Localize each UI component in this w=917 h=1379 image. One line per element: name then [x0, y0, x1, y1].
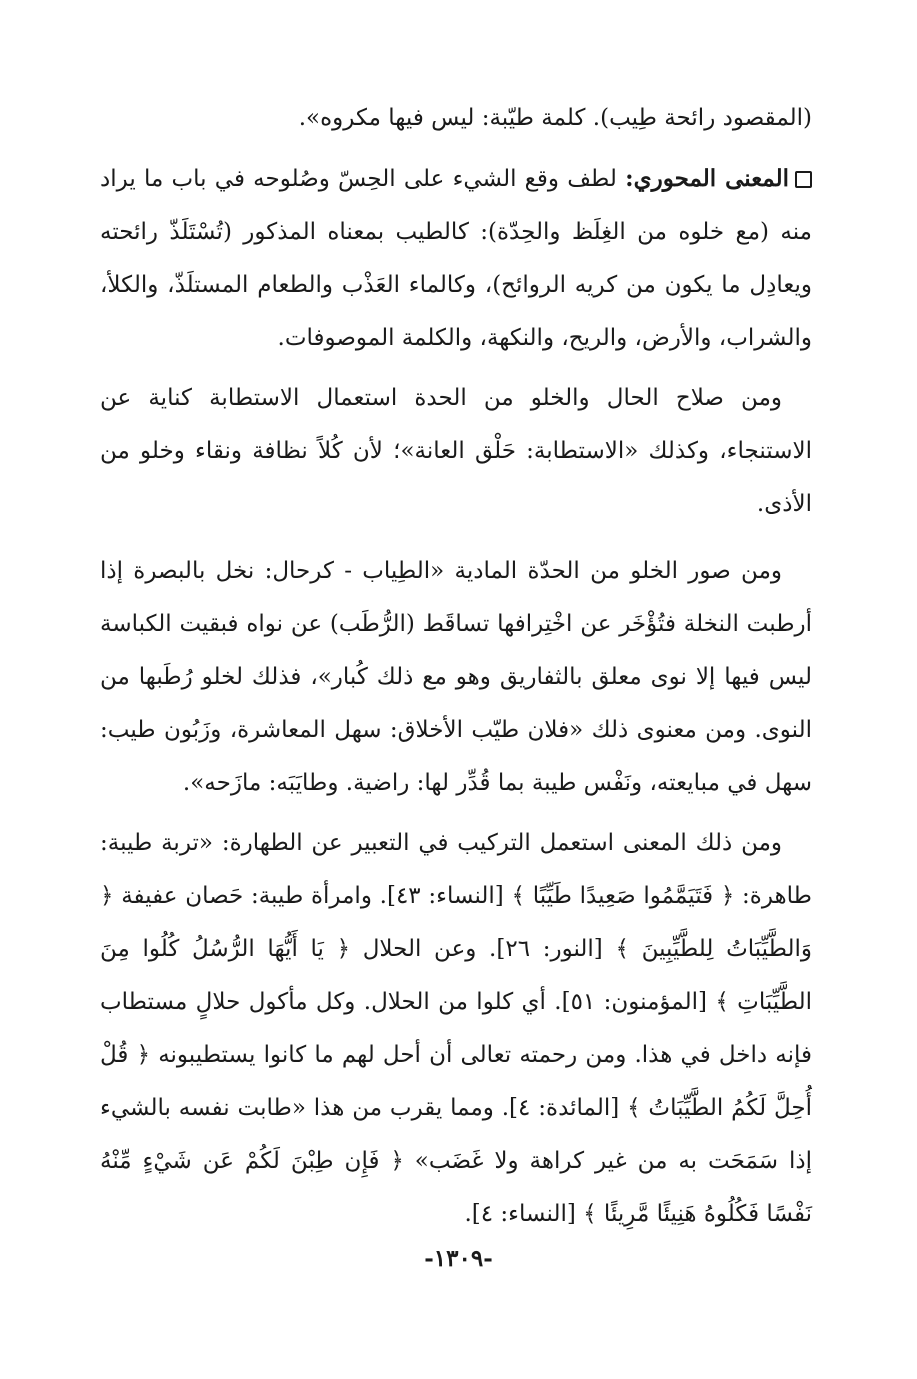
- page-body: [100, 92, 812, 1241]
- core-meaning-text: لطف وقع الشيء على الحِسّ وصُلوحه في باب ما يراد منه (مع خلوه من الغِلَظ والحِدّة): كالطيب بمعناه المذكور (تُسْتَلَذّ رائحته ويعادِل ما يكون من كريه الروائح)، وكالماء العَذْب والطعام المستلَذّ، والكلأ، والشراب، والأرض، والريح، والنكهة، والكلمة الموصوفات.: [100, 166, 812, 351]
- core-meaning-paragraph: [100, 152, 812, 365]
- paragraph-continuation: (المقصود رائحة طِيب). كلمة طيّبة: ليس فيها مكروه».: [298, 105, 812, 131]
- page-number: -١٣٠٩-: [424, 1245, 493, 1272]
- paragraph-tiyab: ومن صور الخلو من الحدّة المادية «الطِياب - كرحال: نخل بالبصرة إذا أرطبت النخلة فتُؤْخَر عن اخْتِرافها تساقَط (الرُّطَب) عن نواه فبقيت الكباسة ليس فيها إلا نوى معلق بالثفاريق وهو مع ذلك كُبار»، فذلك لخلو رُطَبها من النوى. ومن معنوى ذلك «فلان طيّب الأخلاق: سهل المعاشرة، وزَبُون طيب: سهل في مبايعته، ونَفْس طيبة بما قُدِّر لها: راضية. وطايَبَه: مازَحه».: [100, 558, 812, 796]
- core-meaning-heading: المعنى المحوري:: [625, 165, 789, 192]
- paragraph-istitaba: ومن صلاح الحال والخلو من الحدة استعمال الاستطابة كناية عن الاستنجاء، وكذلك «الاستطابة: حَلْق العانة»؛ لأن كُلاً نظافة ونقاء وخلو من الأذى.: [100, 385, 812, 517]
- square-bullet-icon: [795, 171, 812, 188]
- paragraph-tahara: ومن ذلك المعنى استعمل التركيب في التعبير عن الطهارة: «تربة طيبة: طاهرة: ﴿ فَتَيَمَّمُوا صَعِيدًا طَيِّبًا ﴾ [النساء: ٤٣]. وامرأة طيبة: حَصان عفيفة ﴿ وَالطَّيِّبَاتُ لِلطَّيِّبِينَ ﴾ [النور: ٢٦]. وعن الحلال ﴿ يَا أَيُّهَا الرُّسُلُ كُلُوا مِنَ الطَّيِّبَاتِ ﴾ [المؤمنون: ٥١]. أي كلوا من الحلال. وكل مأكول حلالٍ مستطاب فإنه داخل في هذا. ومن رحمته تعالى أن أحل لهم ما كانوا يستطيبونه ﴿ قُلْ أُحِلَّ لَكُمُ الطَّيِّبَاتُ ﴾ [المائدة: ٤]. ومما يقرب من هذا «طابت نفسه بالشيء إذا سَمَحَت به من غير كراهة ولا غَضَب» ﴿ فَإِن طِبْنَ لَكُمْ عَن شَيْءٍ مِّنْهُ نَفْسًا فَكُلُوهُ هَنِيئًا مَّرِيئًا ﴾ [النساء: ٤].: [100, 830, 812, 1227]
